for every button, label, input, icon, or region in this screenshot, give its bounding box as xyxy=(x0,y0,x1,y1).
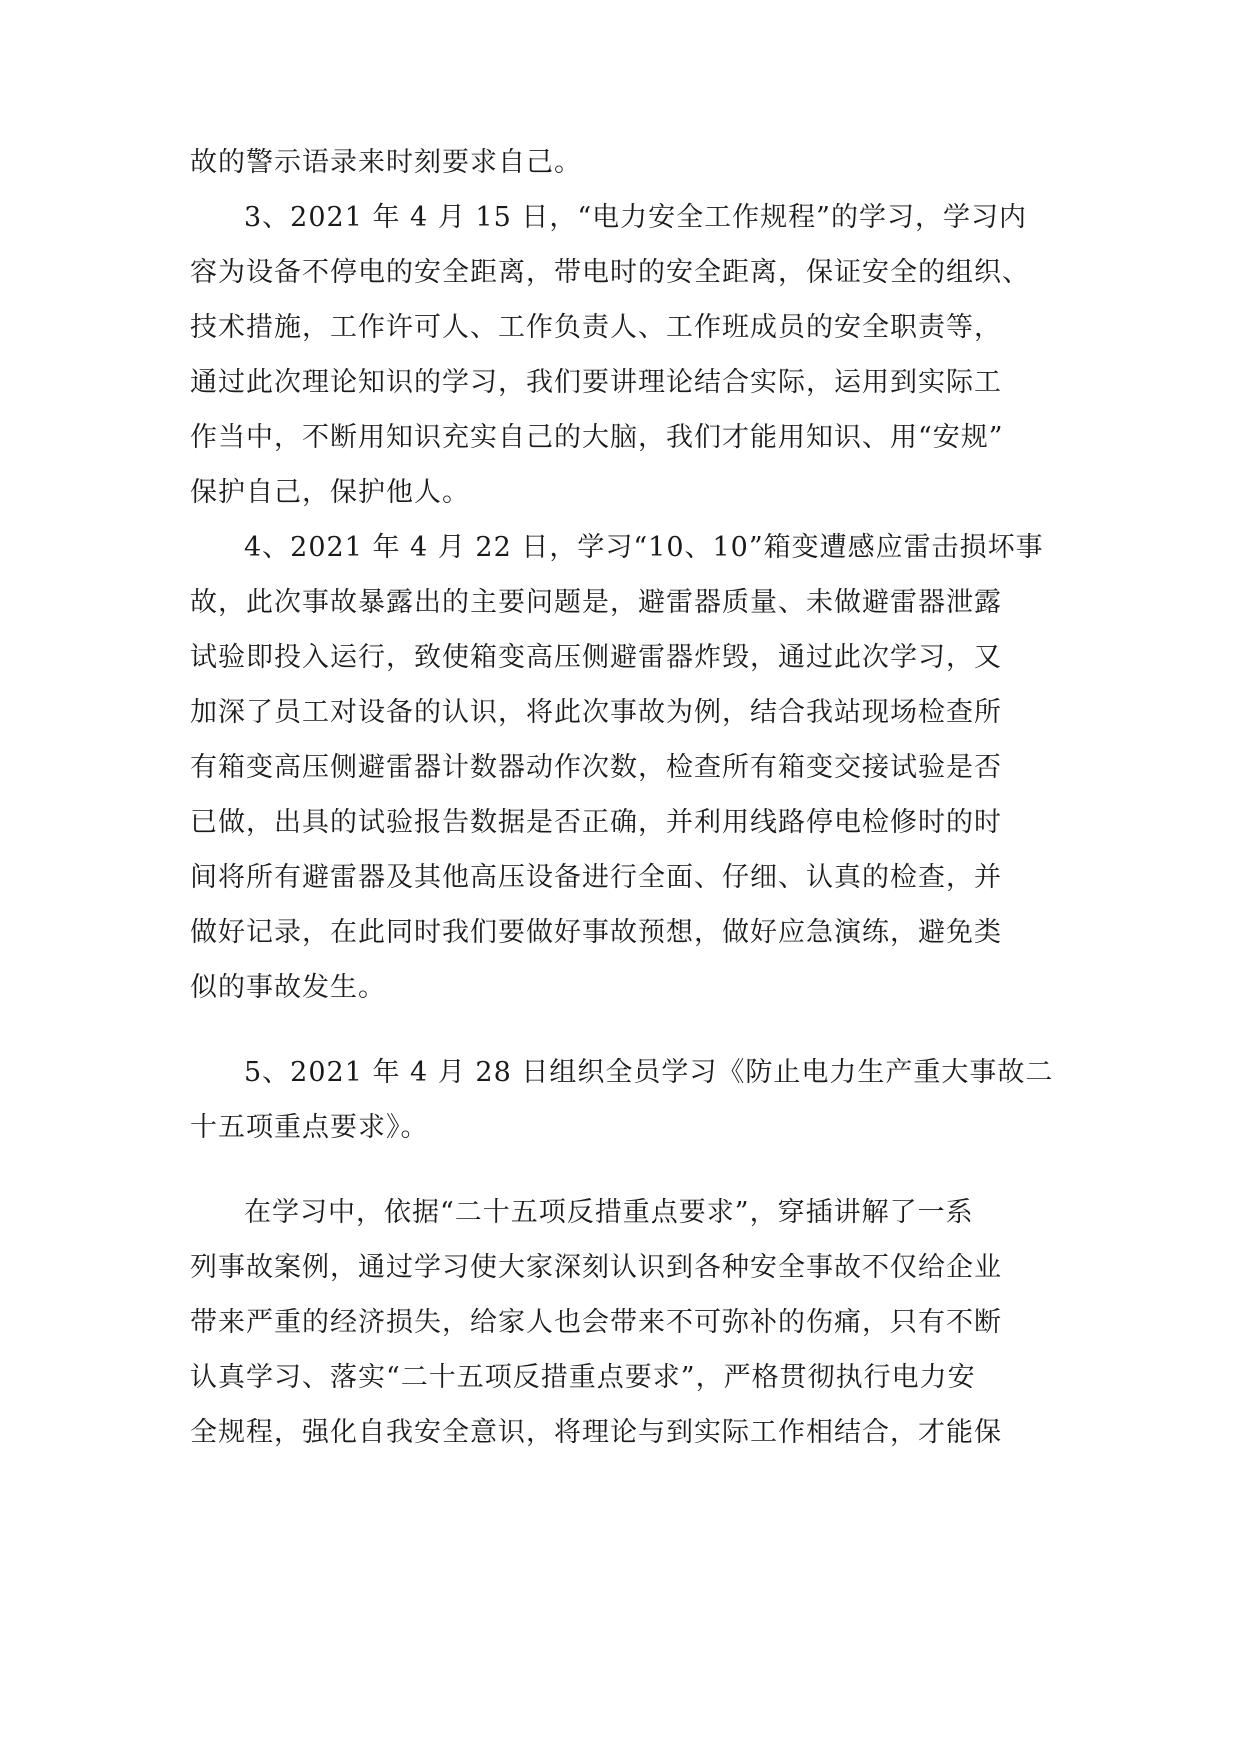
text-line: 作当中，不断用知识充实自己的大脑，我们才能用知识、用“安规” xyxy=(190,422,1004,453)
text-line: 在学习中，依据“二十五项反措重点要求”，穿插讲解了一系 xyxy=(244,1197,974,1228)
text-line: 带来严重的经济损失，给家人也会带来不可弥补的伤痛，只有不断 xyxy=(190,1307,1002,1338)
text-line: 通过此次理论知识的学习，我们要讲理论结合实际，运用到实际工 xyxy=(190,367,1002,398)
text-line: 有箱变高压侧避雷器计数器动作次数，检查所有箱变交接试验是否 xyxy=(190,752,1002,783)
text-line: 认真学习、落实“二十五项反措重点要求”，严格贯彻执行电力安 xyxy=(190,1362,976,1393)
text-line: 试验即投入运行，致使箱变高压侧避雷器炸毁，通过此次学习，又 xyxy=(190,642,1002,673)
text-line: 故，此次事故暴露出的主要问题是，避雷器质量、未做避雷器泄露 xyxy=(190,587,1002,618)
text-line: 保护自己，保护他人。 xyxy=(190,477,470,508)
text-line: 3、2021 年 4 月 15 日，“电力安全工作规程”的学习，学习内 xyxy=(244,202,1027,233)
text-line: 间将所有避雷器及其他高压设备进行全面、仔细、认真的检查，并 xyxy=(190,862,1002,893)
text-line: 故的警示语录来时刻要求自己。 xyxy=(190,147,582,178)
text-line: 似的事故发生。 xyxy=(190,972,386,1003)
text-line: 列事故案例，通过学习使大家深刻认识到各种安全事故不仅给企业 xyxy=(190,1252,1002,1283)
text-line: 技术措施，工作许可人、工作负责人、工作班成员的安全职责等， xyxy=(190,312,1002,343)
text-line: 5、2021 年 4 月 28 日组织全员学习《防止电力生产重大事故二 xyxy=(244,1057,1054,1088)
text-line: 十五项重点要求》。 xyxy=(190,1112,429,1143)
text-line: 加深了员工对设备的认识，将此次事故为例，结合我站现场检查所 xyxy=(190,697,1002,728)
text-line: 4、2021 年 4 月 22 日，学习“10、10”箱变遭感应雷击损坏事 xyxy=(244,532,1044,563)
text-line: 做好记录，在此同时我们要做好事故预想，做好应急演练，避免类 xyxy=(190,917,1002,948)
text-line: 容为设备不停电的安全距离，带电时的安全距离，保证安全的组织、 xyxy=(190,257,1030,288)
text-line: 全规程，强化自我安全意识，将理论与到实际工作相结合，才能保 xyxy=(190,1417,1002,1448)
text-line: 已做，出具的试验报告数据是否正确，并利用线路停电检修时的时 xyxy=(190,807,1002,838)
